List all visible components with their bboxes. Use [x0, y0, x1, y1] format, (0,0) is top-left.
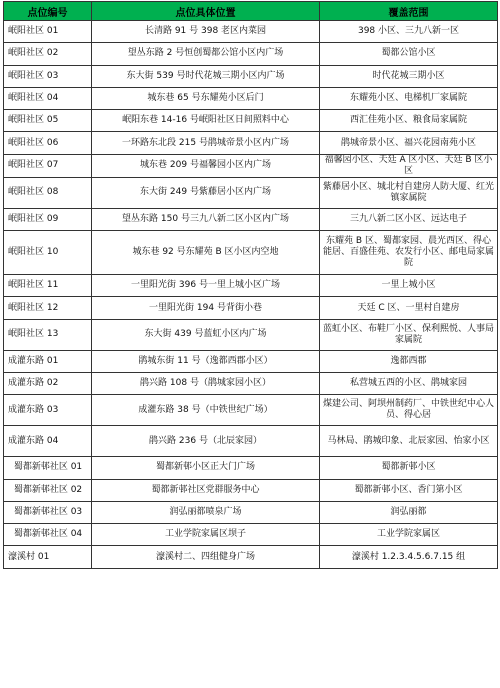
collection-point-table: [3, 1, 498, 569]
location-cell: 鹃兴路 108 号（鹃城家园小区）: [92, 372, 320, 394]
table-row: [4, 350, 498, 372]
location-cell: 成灌东路 38 号（中铁世纪广场）: [92, 395, 320, 426]
table-row: [4, 87, 498, 109]
point-id-cell: 岷阳社区 02: [4, 43, 92, 65]
table-row: [4, 546, 498, 568]
location-cell: 东大街 439 号蓝虹小区内广场: [92, 319, 320, 350]
point-id-cell: 岷阳社区 04: [4, 87, 92, 109]
table-row: [4, 21, 498, 43]
table-row: [4, 395, 498, 426]
coverage-cell: 蜀都新邨小区: [320, 457, 498, 479]
location-cell: 城东巷 209 号福馨园小区内广场: [92, 154, 320, 177]
coverage-cell: 蓝虹小区、布鞋厂小区、保利熙悦、人事局家属院: [320, 319, 498, 350]
coverage-cell: 福馨园小区、天廷 A 区小区、天廷 B 区小区: [320, 154, 498, 177]
table-row: [4, 457, 498, 479]
table-row: [4, 177, 498, 208]
point-id-cell: 蜀都新邨社区 01: [4, 457, 92, 479]
point-id-cell: 岷阳社区 01: [4, 21, 92, 43]
table-row: [4, 524, 498, 546]
table-row: [4, 479, 498, 501]
header-row: [4, 2, 498, 21]
coverage-cell: 三九八新二区小区、远达电子: [320, 208, 498, 230]
coverage-cell: 蜀都新邨小区、香门第小区: [320, 479, 498, 501]
coverage-cell: 润弘丽都: [320, 501, 498, 523]
point-id-cell: 成灌东路 02: [4, 372, 92, 394]
location-cell: 濠溪村二、四组健身广场: [92, 546, 320, 568]
point-id-cell: 岷阳社区 03: [4, 65, 92, 87]
header-coverage: 覆盖范围: [320, 2, 498, 21]
point-id-cell: 岷阳社区 12: [4, 297, 92, 319]
location-cell: 长清路 91 号 398 老区内菜园: [92, 21, 320, 43]
coverage-cell: 私营城五西的小区、鹃城家园: [320, 372, 498, 394]
table-row: [4, 297, 498, 319]
point-id-cell: 岷阳社区 07: [4, 154, 92, 177]
point-id-cell: 濠溪村 01: [4, 546, 92, 568]
location-cell: 润弘丽都喷泉广场: [92, 501, 320, 523]
table-row: [4, 426, 498, 457]
table-row: [4, 372, 498, 394]
point-id-cell: 蜀都新邨社区 02: [4, 479, 92, 501]
coverage-cell: 蜀都公馆小区: [320, 43, 498, 65]
location-cell: 望丛东路 150 号三九八新二区小区内广场: [92, 208, 320, 230]
coverage-cell: 紫藤居小区、城北村自建房人防大厦、红光镇家属院: [320, 177, 498, 208]
location-cell: 望丛东路 2 号恒创蜀都公馆小区内广场: [92, 43, 320, 65]
table-row: [4, 43, 498, 65]
coverage-cell: 逸都西郡: [320, 350, 498, 372]
coverage-cell: 时代花城三期小区: [320, 65, 498, 87]
point-id-cell: 岷阳社区 09: [4, 208, 92, 230]
coverage-cell: 工业学院家属区: [320, 524, 498, 546]
location-cell: 蜀都新邨社区党群服务中心: [92, 479, 320, 501]
point-id-cell: 岷阳社区 06: [4, 132, 92, 154]
header-location: 点位具体位置: [92, 2, 320, 21]
point-id-cell: 成灌东路 04: [4, 426, 92, 457]
location-cell: 东大街 539 号时代花城三期小区内广场: [92, 65, 320, 87]
point-id-cell: 岷阳社区 05: [4, 110, 92, 132]
point-id-cell: 岷阳社区 11: [4, 275, 92, 297]
point-id-cell: 蜀都新邨社区 04: [4, 524, 92, 546]
table-row: [4, 154, 498, 177]
location-cell: 鹃城东街 11 号（逸都西郡小区）: [92, 350, 320, 372]
table-row: [4, 319, 498, 350]
coverage-cell: 天廷 C 区、一里村自建房: [320, 297, 498, 319]
location-cell: 岷阳东巷 14-16 号岷阳社区日间照料中心: [92, 110, 320, 132]
location-cell: 鹃兴路 236 号（北辰家园）: [92, 426, 320, 457]
table-row: [4, 110, 498, 132]
location-cell: 一环路东北段 215 号鹃城帝景小区内广场: [92, 132, 320, 154]
coverage-cell: 濠溪村 1.2.3.4.5.6.7.15 组: [320, 546, 498, 568]
coverage-cell: 398 小区、三九八新一区: [320, 21, 498, 43]
table-row: [4, 501, 498, 523]
table-row: [4, 231, 498, 275]
table-row: [4, 132, 498, 154]
table-row: [4, 65, 498, 87]
point-id-cell: 成灌东路 03: [4, 395, 92, 426]
location-cell: 一里阳光街 396 号一里上城小区广场: [92, 275, 320, 297]
coverage-cell: 一里上城小区: [320, 275, 498, 297]
point-id-cell: 岷阳社区 13: [4, 319, 92, 350]
location-cell: 城东巷 92 号东耀苑 B 区小区内空地: [92, 231, 320, 275]
coverage-cell: 马林局、鹃城印象、北辰家园、怡家小区: [320, 426, 498, 457]
point-id-cell: 蜀都新邨社区 03: [4, 501, 92, 523]
table-row: [4, 275, 498, 297]
location-cell: 东大街 249 号紫藤居小区内广场: [92, 177, 320, 208]
coverage-cell: 东耀苑小区、电梯机厂家属院: [320, 87, 498, 109]
header-id: 点位编号: [4, 2, 92, 21]
point-id-cell: 岷阳社区 08: [4, 177, 92, 208]
table-row: [4, 208, 498, 230]
location-cell: 蜀都新邨小区正大门广场: [92, 457, 320, 479]
location-cell: 城东巷 65 号东耀苑小区后门: [92, 87, 320, 109]
point-id-cell: 成灌东路 01: [4, 350, 92, 372]
coverage-cell: 鹃城帝景小区、福兴花园南苑小区: [320, 132, 498, 154]
point-id-cell: 岷阳社区 10: [4, 231, 92, 275]
location-cell: 工业学院家属区坝子: [92, 524, 320, 546]
location-cell: 一里阳光街 194 号背街小巷: [92, 297, 320, 319]
coverage-cell: 煤建公司、阿坝州制药厂、中铁世纪中心人员、得心居: [320, 395, 498, 426]
coverage-cell: 东耀苑 B 区、蜀都家园、晨光西区、得心能居、百盛佳苑、农发行小区、邮电局家属院: [320, 231, 498, 275]
coverage-cell: 西汇佳苑小区、粮食局家属院: [320, 110, 498, 132]
